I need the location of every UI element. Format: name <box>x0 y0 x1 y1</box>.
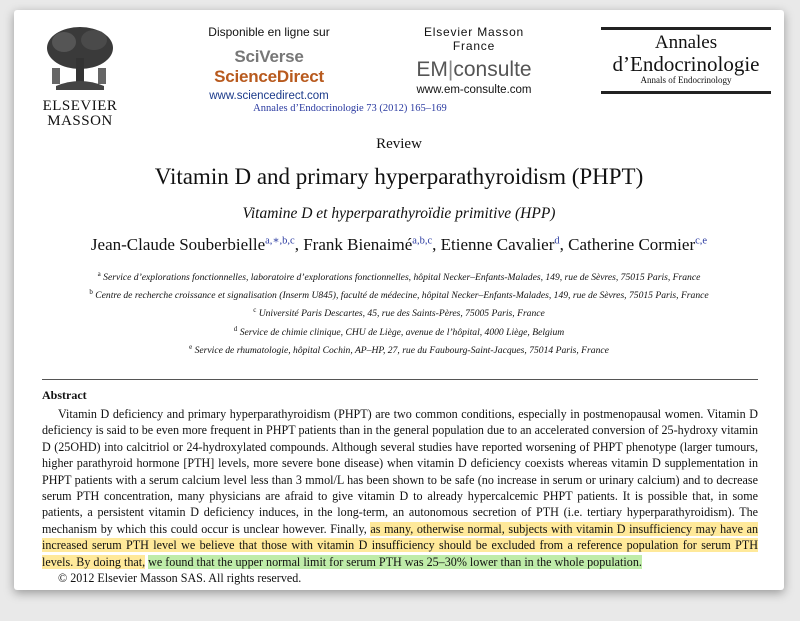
abstract-body <box>42 406 758 586</box>
publisher-name: ELSEVIER <box>42 98 118 114</box>
author <box>91 235 303 254</box>
affiliation <box>14 303 784 321</box>
article-page <box>14 10 784 590</box>
author-affiliation-marker[interactable]: a,∗,b,c <box>265 235 295 246</box>
affiliation <box>14 340 784 358</box>
available-online-label: Disponible en ligne sur <box>208 25 330 39</box>
em-publisher-label: Elsevier Masson France <box>423 25 525 53</box>
em-logo-left: EM <box>416 58 448 81</box>
em-logo-right: consulte <box>453 58 532 81</box>
abstract-paragraph <box>42 406 758 570</box>
author <box>303 235 440 254</box>
affiliation <box>14 267 784 285</box>
affiliation-marker: d <box>233 324 238 333</box>
journal-title-line1: Annales <box>654 32 718 53</box>
em-consulte-logo <box>404 58 544 82</box>
affiliation <box>14 322 784 340</box>
author <box>441 235 569 254</box>
affiliation-text: Service de chimie clinique, CHU de Liège, avenue de l’hôpital, 4000 Liège, Belgium <box>239 326 565 338</box>
em-logo-separator: | <box>447 58 454 81</box>
article-subtitle: Vitamine D et hyperparathyroïdie primitive (HPP) <box>242 205 556 222</box>
author-name: Catherine Cormier <box>568 234 696 254</box>
author-separator: , <box>294 234 304 254</box>
masthead-rule-top <box>601 27 771 30</box>
author-affiliation-marker[interactable]: a,b,c <box>412 235 433 246</box>
affiliation-list <box>14 267 784 358</box>
publisher-name-2: MASSON <box>47 113 113 129</box>
affiliation <box>14 285 784 303</box>
author-separator: , <box>432 234 441 254</box>
affiliation-text: Service d’explorations fonctionnelles, laboratoire d’explorations fonctionnelles, hôpital Necker–Enfants-Malades, 149, rue de Sèvres, 75015 Paris, France <box>103 272 701 284</box>
affiliation-text: Centre de recherche croissance et signalisation (Inserm U845), faculté de médecine, hôpital Necker–Enfants-Malades, 149, rue de Sèvres, 75015 Paris, France <box>95 290 709 302</box>
highlight-yellow: as many, otherwise normal, subjects with vitamin D insufficiency may have an increased serum PTH level we believe that those with vitamin D insufficiency should be excluded from a reference population for serum PTH levels. By doing that, <box>42 521 758 569</box>
abstract-text: Vitamin D deficiency and primary hyperparathyroidism (PHPT) are two common conditions, especially in postmenopausal women. Vitamin D deficiency is said to be even more frequent in PHPT patients than in the general population due to an accelerated conversion of 25-hydroxy vitamin D (25OHD) into calcitriol or 24-hydroxylated compounds. Although several studies have reported worsening of PHPT phenotype (larger tumours, higher parathyroid hormone [PTH] levels, more severe bone disease) when vitamin D deficiency coexists whereas vitamin D supplementation in PHPT patients with a serum calcium level less than 3 mmol/L has been shown to be safe (no increase in serum or urinary calcium) and to decrease serum PTH concentration, many physicians are afraid to give vitamin D to already hypercalcemic PHPT patients. It is possible that, in some patients, a persistent vitamin D deficiency induces, in the long-term, an autonomous secretion of PTH (i.e. tertiary hyperparathyroidism). The mechanism by which this could occur is unclear however. Finally, <box>42 407 758 536</box>
author-name: Etienne Cavalier <box>440 234 555 254</box>
author-name: Jean-Claude Souberbielle <box>90 234 266 254</box>
journal-masthead <box>601 27 771 94</box>
author-list <box>14 234 784 255</box>
elsevier-logo <box>40 24 120 136</box>
sciverse-logo <box>179 47 359 87</box>
journal-citation[interactable]: Annales d’Endocrinologie 73 (2012) 165–169 <box>253 103 447 114</box>
affiliation-marker: b <box>89 288 93 297</box>
copyright-notice: © 2012 Elsevier Masson SAS. All rights reserved. <box>58 571 302 586</box>
affiliation-text: Service de rhumatologie, hôpital Cochin, AP–HP, 27, rue du Faubourg-Saint-Jacques, 75014 Paris, France <box>194 344 609 356</box>
affiliation-text: Université Paris Descartes, 45, rue des Saints-Pères, 75005 Paris, France <box>258 308 545 320</box>
affiliation-marker: c <box>253 306 257 315</box>
author-name: Frank Bienaimé <box>303 234 413 254</box>
highlight-green: we found that the upper normal limit for serum PTH was 25–30% lower than in the whole population. <box>148 554 642 569</box>
author <box>568 235 707 254</box>
author-affiliation-marker[interactable]: c,e <box>695 235 708 246</box>
sciverse-text: SciVerse <box>234 47 304 66</box>
journal-title-line2: d’Endocrinologie <box>612 52 760 76</box>
author-affiliation-marker[interactable]: d <box>554 235 560 246</box>
article-title: Vitamin D and primary hyperparathyroidism (PHPT) <box>154 164 644 189</box>
sciencedirect-link[interactable]: www.sciencedirect.com <box>209 90 329 102</box>
em-consulte-block <box>404 25 544 96</box>
affiliation-marker: e <box>189 342 193 351</box>
sciencedirect-text: ScienceDirect <box>214 67 324 86</box>
author-separator: , <box>559 234 569 254</box>
affiliation-marker: a <box>97 270 101 278</box>
masthead-rule-bottom <box>601 91 771 94</box>
elsevier-tree-icon <box>44 24 116 94</box>
sciencedirect-block <box>179 25 359 102</box>
abstract-heading: Abstract <box>42 388 87 402</box>
section-divider-top <box>42 379 758 380</box>
article-type: Review <box>376 136 422 152</box>
em-consulte-link[interactable]: www.em-consulte.com <box>416 84 532 96</box>
journal-subtitle: Annals of Endocrinology <box>640 75 732 85</box>
